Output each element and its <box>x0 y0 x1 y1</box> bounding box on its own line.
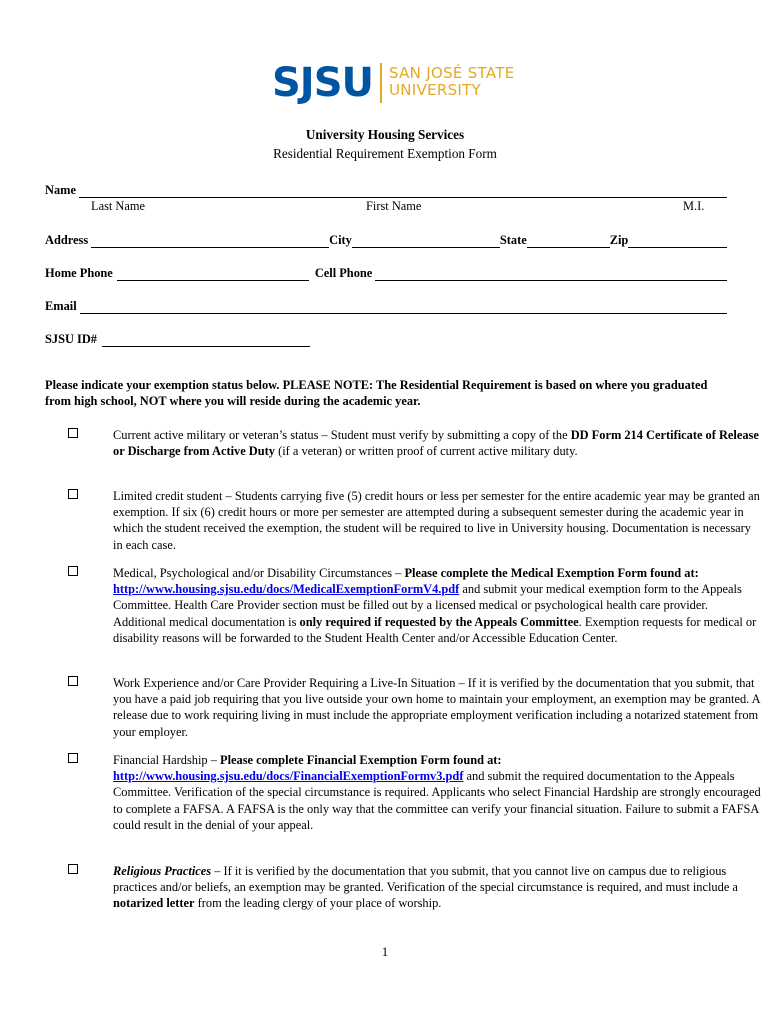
first-name-label: First Name <box>366 199 422 213</box>
religious-heading: Religious Practices <box>113 864 212 878</box>
financial-form-link[interactable]: http://www.housing.sjsu.edu/docs/FinancialExemptionFormv3.pdf <box>113 769 464 784</box>
logo-line-1: SAN JOSÉ STATE <box>388 64 515 82</box>
form-title: University Housing Services <box>305 127 465 142</box>
sjsu-logo <box>272 60 515 106</box>
cell-phone-field[interactable] <box>375 267 727 281</box>
work-text: Work Experience and/or Care Provider Requiring a Live-In Situation – If it is verified by the documentation that you submit, that you have a paid job requiring that you live outside your own home to maintain your employment, an exemption may be granted. A release due to work requiring living in must include the appropriate employment verification including a notarized statement from your employer. <box>113 676 760 739</box>
financial-text <box>113 752 761 833</box>
military-checkbox[interactable] <box>68 428 78 438</box>
email-label: Email <box>45 298 77 313</box>
state-field[interactable] <box>527 234 610 248</box>
name-label: Name <box>45 182 76 197</box>
home-phone-field[interactable] <box>117 267 309 281</box>
religious-text <box>113 863 761 912</box>
financial-text-2: and submit the required documentation to the Appeals Committee. Verification of the special circumstance is required. Applicants who select Financial Hardship are strongly encouraged to complete a FAFSA. A FAFSA is the only way that the committee can verify your financial situation. Failure to submit a FAFSA could result in the denial of your appeal. <box>113 769 761 832</box>
address-field[interactable] <box>91 234 329 248</box>
page-number: 1 <box>381 944 389 959</box>
address-label: Address <box>45 232 89 247</box>
medical-text-3: . Exemption requests for medical or disability reasons will be forwarded to the Student Health Center and/or Accessible Education Center. <box>113 614 757 645</box>
sjsu-id-row <box>45 329 727 347</box>
home-phone-label: Home Phone <box>45 265 113 280</box>
name-row <box>45 180 727 198</box>
limited-credit-text: Limited credit student – Students carrying five (5) credit hours or less per semester for the entire academic year may be granted an exemption. If six (6) credit hours or more per semester are attempted during a subsequent semester during the academic year in which the student received the exemption, the student will be required to live in University housing. Documentation is necessary in each case. <box>113 489 760 552</box>
medical-checkbox[interactable] <box>68 566 78 576</box>
military-form-name: DD Form 214 Certificate of Release or Discharge from Active Duty <box>113 428 759 459</box>
religious-checkbox[interactable] <box>68 864 78 874</box>
medical-text-2: and submit your medical exemption form to the Appeals Committee. Health Care Provider section must be filled out by a licensed medical or psychological health care provider. Additional medical documentation is <box>113 582 742 629</box>
financial-text-1: Financial Hardship – <box>113 753 221 767</box>
last-name-label: Last Name <box>91 199 146 213</box>
financial-checkbox[interactable] <box>68 753 78 763</box>
religious-text-2: from the leading clergy of your place of worship. <box>194 896 442 911</box>
medical-form-link[interactable]: http://www.housing.sjsu.edu/docs/MedicalExemptionFormV4.pdf <box>113 582 460 597</box>
city-label: City <box>329 232 352 247</box>
military-text <box>113 427 761 459</box>
limited-credit-checkbox[interactable] <box>68 489 78 499</box>
military-text-1: Current active military or veteran’s status – Student must verify by submitting a copy of the <box>113 428 571 442</box>
state-label: State <box>499 232 527 247</box>
zip-field[interactable] <box>628 234 727 248</box>
religious-notarized: notarized letter <box>113 896 195 911</box>
phone-row <box>45 263 727 281</box>
medical-instruction: Please complete the Medical Exemption Form found at: <box>404 566 699 580</box>
financial-instruction: Please complete Financial Exemption Form found at: <box>220 753 502 767</box>
name-sublabels <box>0 198 770 214</box>
religious-text-1: – If it is verified by the documentation that you submit, that you cannot live on campus due to religious practices and/or beliefs, an exemption may be granted. Verification of the special circumstance is required, and must include a <box>113 864 738 895</box>
city-field[interactable] <box>352 234 500 248</box>
medical-text-1: Medical, Psychological and/or Disability Circumstances – <box>113 566 405 580</box>
medical-required-note: only required if requested by the Appeals Committee <box>299 614 579 629</box>
cell-phone-label: Cell Phone <box>314 265 373 280</box>
medical-text <box>113 565 761 646</box>
military-text-2: (if a veteran) or written proof of current active military duty. <box>274 444 578 459</box>
sjsu-id-field[interactable] <box>102 333 310 347</box>
instructions: Please indicate your exemption status below. PLEASE NOTE: The Residential Requirement is based on where you graduated from high school, NOT where you will reside during the academic year. <box>45 378 708 409</box>
zip-label: Zip <box>609 232 629 247</box>
name-field[interactable] <box>79 184 727 198</box>
sjsu-id-label: SJSU ID# <box>45 331 97 346</box>
form-subtitle: Residential Requirement Exemption Form <box>273 146 497 161</box>
email-field[interactable] <box>80 300 727 314</box>
address-row <box>45 230 727 248</box>
mi-label: M.I. <box>683 199 705 213</box>
logo-mark: SJSU <box>272 60 373 106</box>
logo-line-2: UNIVERSITY <box>388 81 482 99</box>
work-checkbox[interactable] <box>68 676 78 686</box>
email-row <box>45 296 727 314</box>
logo-wordmark <box>389 65 515 99</box>
logo-divider <box>380 63 382 103</box>
